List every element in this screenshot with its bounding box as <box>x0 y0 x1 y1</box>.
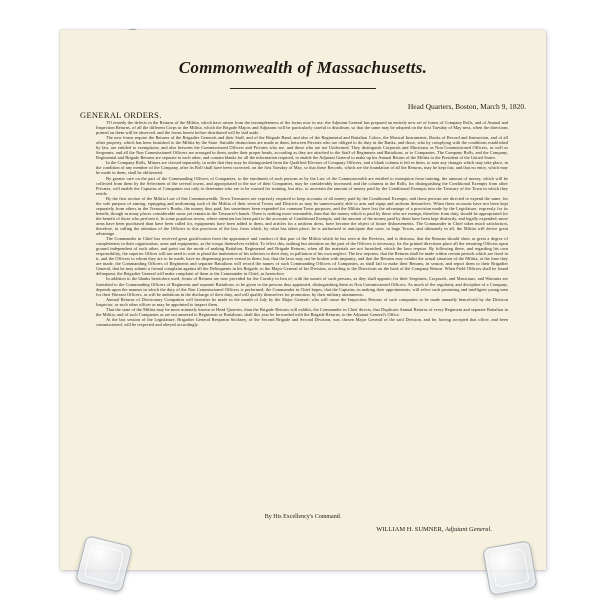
dateline: Head Quarters, Boston, March 9, 1820. <box>407 102 526 111</box>
general-orders-heading: GENERAL ORDERS. <box>80 110 162 120</box>
paragraph: By the first section of the Militia Law of this Commonwealth, Town Treasurers are expressly required to keep accounts of all money paid by the Conditional Exempts, and those persons are directed to expend the same, for the sole purpose of arming, equipping and uniforming such of the Militia of their several Towns and Districts as may be unnecessarily able to arm and equip and uniform themselves. When these accounts have not been kept separately from others in the Treasurer's Books, the money thus paid, has sometimes been expended for common Town purposes, and the Militia have lost the advantage of a provision made by the Legislature, expressly for its benefit; though in many places considerable sums yet remain in the Treasurer's hands. There is nothing more reasonable, than that the money which is paid by those who are exempt, therefore from duty, should be appropriated for the benefit of those who perform it. In some populous towns, where attention has been paid to the accounts of Conditional Exempts, and the amount of the money paid by them have been kept distinctly, and legally expended; more arms have been purchased than have been called for, equipments have been added to them, and articles for a uniform dress, have become the object of future disbursements. The Commander in Chief takes much satisfaction, therefore, in calling the attention of the Officers to this provision of the law, from which, by what has taken place, he is authorized to anticipate that soon, in large Towns, and ultimately in all, the Militia will derive great advantage. <box>96 195 508 237</box>
document-body <box>96 120 508 512</box>
glass-paperweight-bottom-left <box>75 535 133 593</box>
paragraph: In the Company Rolls, Minors are classed separately, in order that they may be distinguished from the Qualified Electors of Company Officers; and a blank column is left in them, to note any changes which may take place, in the condition of any member of the Company, after its Roll shall have been corrected, on the first Tuesday of May, so that these Records, which are the foundation of all the Returns, may be kept fair, and that no entry, which may be made in them, shall be obliterated. <box>96 160 508 176</box>
paragraph: At the last session of the Legislature, Brigadier General Benjamin Stickney, of the Second Brigade and Second Division, was chosen Major General of the said Division, and he, having accepted that office, and been commissioned, will be respected and obeyed accordingly. <box>96 316 508 327</box>
paragraph: By greater care on the part of the Commanding Officers of Companies, to the enrolment of such persons as by the Law of the Commonwealth are entitled to exemption from training, the amount of money, which will be collected from them by the Selectmen of the several towns, and appropriated to the use of their Companies, may be considerably increased; and the columns in the Rolls, for distinguishing the Conditional Exempts from other Privates, will enable the Captains of Companies not only to determine who are to be warned for training, but also, to ascertain the amount of money paid by the Conditional Exempts into the Treasury of the Town in which they reside. <box>96 175 508 196</box>
paragraph: The Commander in Chief has received great gratification from the appearance and conduct of that part of the Militia which he has seen at the Reviews, and is desirous, that the Returns should show as great a degree of completeness in their organization, arms and equipments, as the troops themselves exhibit. To effect this, nothing but attention on the part of the Officers is necessary, for the printed directions place all the returning Officers upon ground independent of each other, and point out the mode of making Battalion, Regimental and Brigade Returns, when all the materials are not furnished, which the laws require. By following these, and regarding his own responsibility, the superior Officer will not need to wait to plead the inattention of his inferiors to their duty, in palliation of his own neglect. The law requires, that the Returns shall be made within certain periods which are fixed in it, and the Officers to whom they are to be made, have no dispensing power vested in them; but, that the laws may not be broken with impunity, and that the Returns may exhibit the actual situation of the Militia, at the time they are made, the Commanding Officers of Regiments and separate Battalions will record the names of such Commanding Officers of Companies, as shall fail to make their Returns, in season, and report them to their Brigadier General, that he may submit a formal complaint against all the Delinquents in his Brigade, to the Major General of his Division, according to the Directions on the back of the Company Return. When Field Officers shall be found delinquent, the Brigadier General will make complaint of them to the Commander in Chief, as heretofore. <box>96 236 508 277</box>
title-rule <box>230 88 376 89</box>
paragraph: TO remedy the defects in the Returns of the Militia, which have arisen from the incompleteness of the forms now in use, the Adjutant General has prepared an entirely new set of forms of Company Rolls, and of Annual and Inspection Returns, of all the different Corps in the Militia, which the Brigade Majors and Adjutants will be particularly careful to distribute, so that the same may be adopted on the first Tuesday of May next, when the directions printed on them will be observed, and the forms hereto before distributed will be laid aside. <box>96 120 508 136</box>
signature-role: Adjutant General. <box>445 526 492 533</box>
broadside-document <box>60 30 546 570</box>
document-title: Commonwealth of Massachusetts. <box>178 58 428 77</box>
glass-paperweight-bottom-right <box>482 540 538 596</box>
paragraph: That the state of the Militia may be more minutely known at Head Quarters, than the Brigade Returns will exhibit, the Commander in Chief directs, that Duplicate Annual Returns of every Regiment and separate Battalion in the Militia, and of such Companies as are not annexed to Regiments or Battalions, shall this year be forwarded with the Brigade Returns, to the Adjutant General's Office. <box>96 306 508 317</box>
closing-line: By His Excellency's Command. <box>264 514 342 520</box>
paragraph: The new forms require the Returns of the Brigadier Generals and their Staff, and of the Brigade Band, and also of the Regimental and Battalion Colors, the Musical Instruments, Books of Record and Instruction, and of all other property, which has been furnished to the Militia by the State. Suitable distinctions are made in them, between Privates who are obliged to do duty in the Ranks, and those, who by complying with the conditions established by law, are entitled to exemptions; and also between the Commissioned Officers and Privates who are, and those who are not Uniformed. They distinguish Corporals and Musicians as Non Commissioned Officers, as well as Sergeants; and all the Non Commissioned Officers are arranged in them, under their proper heads, according as they are attached to the Staff of Regiments and Battalions, or to Companies. The Company Rolls, and the Company, Regimental and Brigade Returns are separate to each other, and contain blanks for all the information required, to enable the Adjutant General to make up his Annual Return of the Militia to the President of the United States. <box>96 135 508 161</box>
signature-name: WILLIAM H. SUMNER, <box>376 526 444 533</box>
paragraph: Annual Returns of Divisionary Companies will hereafter be made in the month of July by the Major General; who will cause the Inspection Returns of such companies to be made annually henceforth by the Division Inspector, or such other officer as may be appointed to inspect them. <box>96 296 508 307</box>
paragraph: In addition to the blanks heretofore used, forms of Returns are now provided for the Cavalry in lieu of, with the names of such persons, as they shall appoint, for their Sergeants, Corporals, and Musicians; and Warrants are furnished to the Commanding Officers of Regiments and separate Battalions, to be given to the persons thus appointed, distinguishing them as Non Commissioned Officers. As much of the regularity and discipline of a Company, depends upon the manner in which the duty of the Non Commissioned Officers is performed, the Commander in Chief hopes, that the Captains, in making their appointments, will select such promising and intelligent young men for their Warrant Officers, as will be ambitious in the discharge of their duty, and will qualify themselves for promotion, by their military attainments. <box>96 276 508 297</box>
signature-block <box>376 526 492 533</box>
